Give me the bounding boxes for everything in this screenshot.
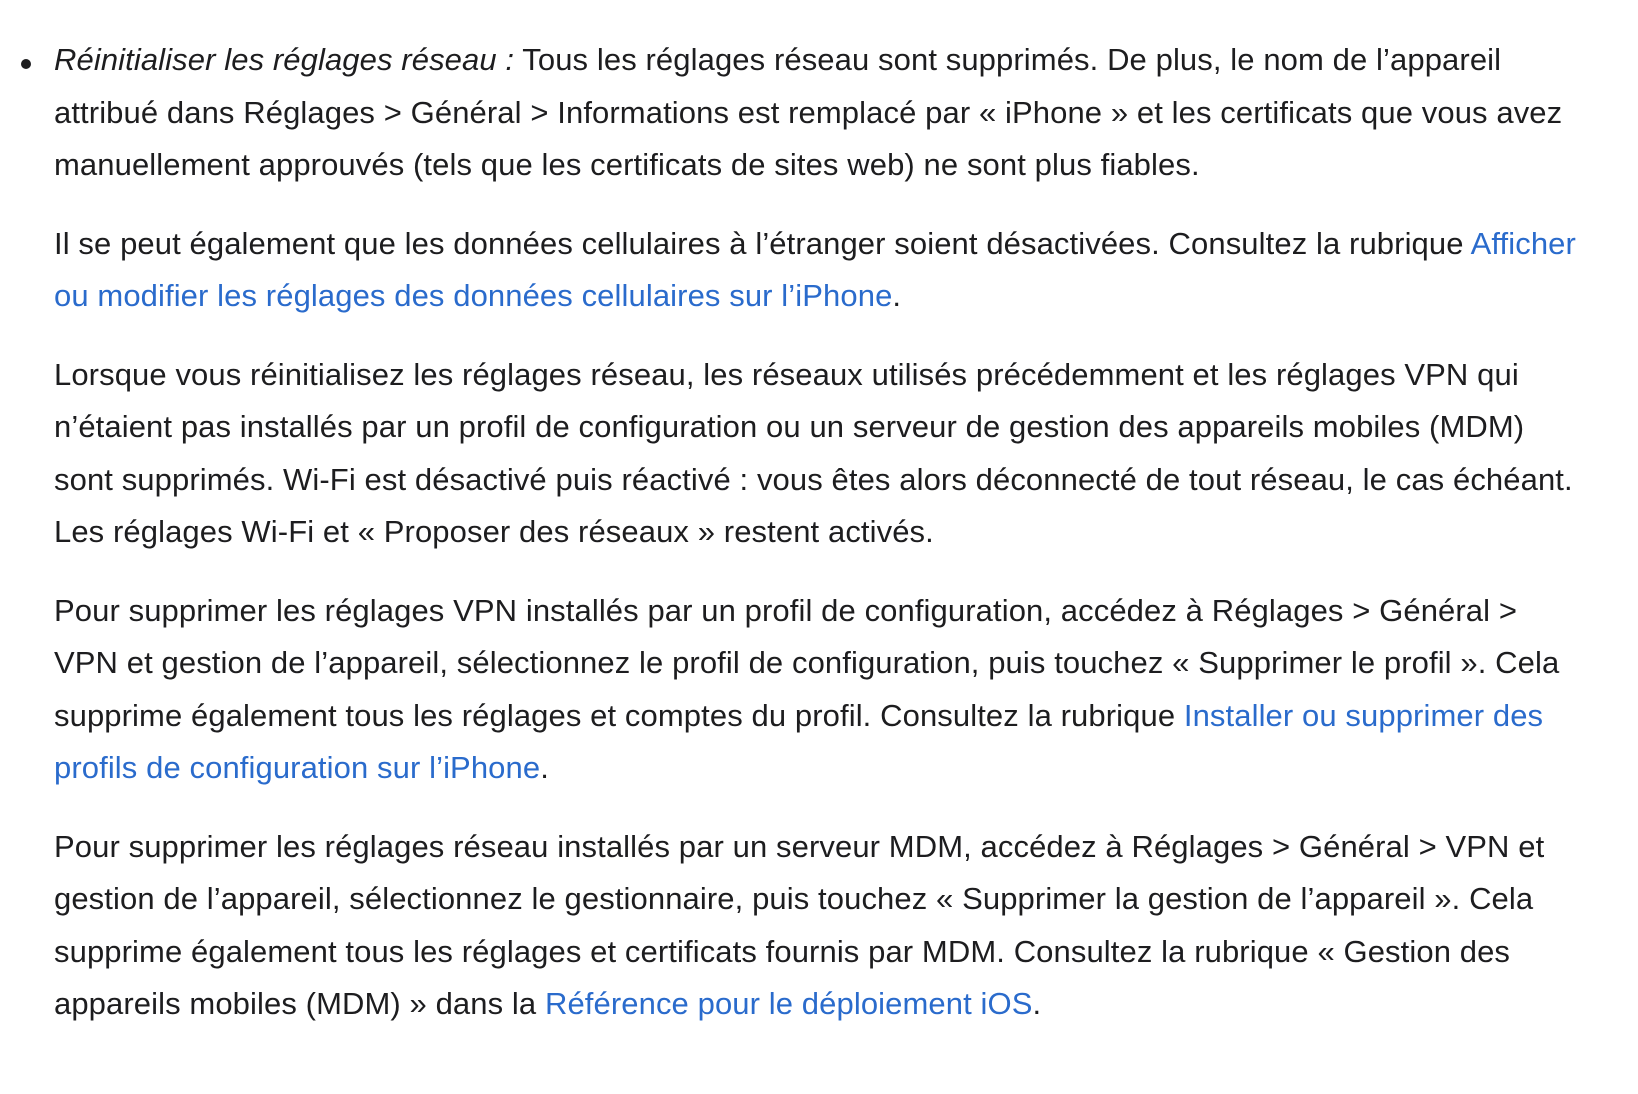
list-item [54,34,1578,1031]
vpn-removal-paragraph [54,349,1578,559]
mdm-paragraph [54,821,1578,1031]
term-description: Tous les réglages réseau sont supprimés. De plus, le nom de l’appareil attribué dans Réglages > Général > Informations est remplacé par « iPhone » et les certificats que vous avez manuellement approuvés (tels que les certificats de sites web) ne sont plus fiables. [54,42,1563,182]
roaming-end: . [892,278,902,313]
cellular-settings-link[interactable]: Afficher ou modifier les réglages des données cellulaires sur l’iPhone [54,225,1576,313]
config-profiles-link[interactable]: Installer ou supprimer des profils de configuration sur l’iPhone [54,697,1544,785]
config-profile-paragraph [54,585,1578,795]
reset-network-paragraph [54,34,1578,192]
config-profile-end: . [540,750,549,785]
bullet-icon [21,59,31,69]
mdm-text: Pour supprimer les réglages réseau installés par un serveur MDM, accédez à Réglages > Général > VPN et gestion de l’appareil, sélectionnez le gestionnaire, puis touchez « Supprimer la gestion de l’appareil ». Cela supprime également tous les réglages et certificats fournis par MDM. Consultez la rubrique « Gestion des appareils mobiles (MDM) » dans la [54,828,1545,1021]
reset-options-list [54,34,1578,1031]
term-label: Réinitialiser les réglages réseau : [54,42,515,77]
config-profile-text: Pour supprimer les réglages VPN installés par un profil de configuration, accédez à Réglages > Général > VPN et gestion de l’appareil, sélectionnez le profil de configuration, puis touchez « Supprimer le profil ». Cela supprime également tous les réglages et comptes du profil. Consultez la rubrique [54,592,1560,733]
ios-deployment-link[interactable]: Référence pour le déploiement iOS [544,986,1033,1021]
vpn-removal-text: Lorsque vous réinitialisez les réglages réseau, les réseaux utilisés précédemment et les réglages VPN qui n’étaient pas installés par un profil de configuration ou un serveur de gestion des appareils mobiles (MDM) sont supprimés. Wi-Fi est désactivé puis réactivé : vous êtes alors déconnecté de tout réseau, le cas échéant. Les réglages Wi-Fi et « Proposer des réseaux » restent activés. [54,356,1573,549]
mdm-end: . [1032,986,1042,1021]
roaming-text: Il se peut également que les données cellulaires à l’étranger soient désactivées. Consultez la rubrique [54,225,1471,261]
roaming-paragraph [54,218,1578,323]
